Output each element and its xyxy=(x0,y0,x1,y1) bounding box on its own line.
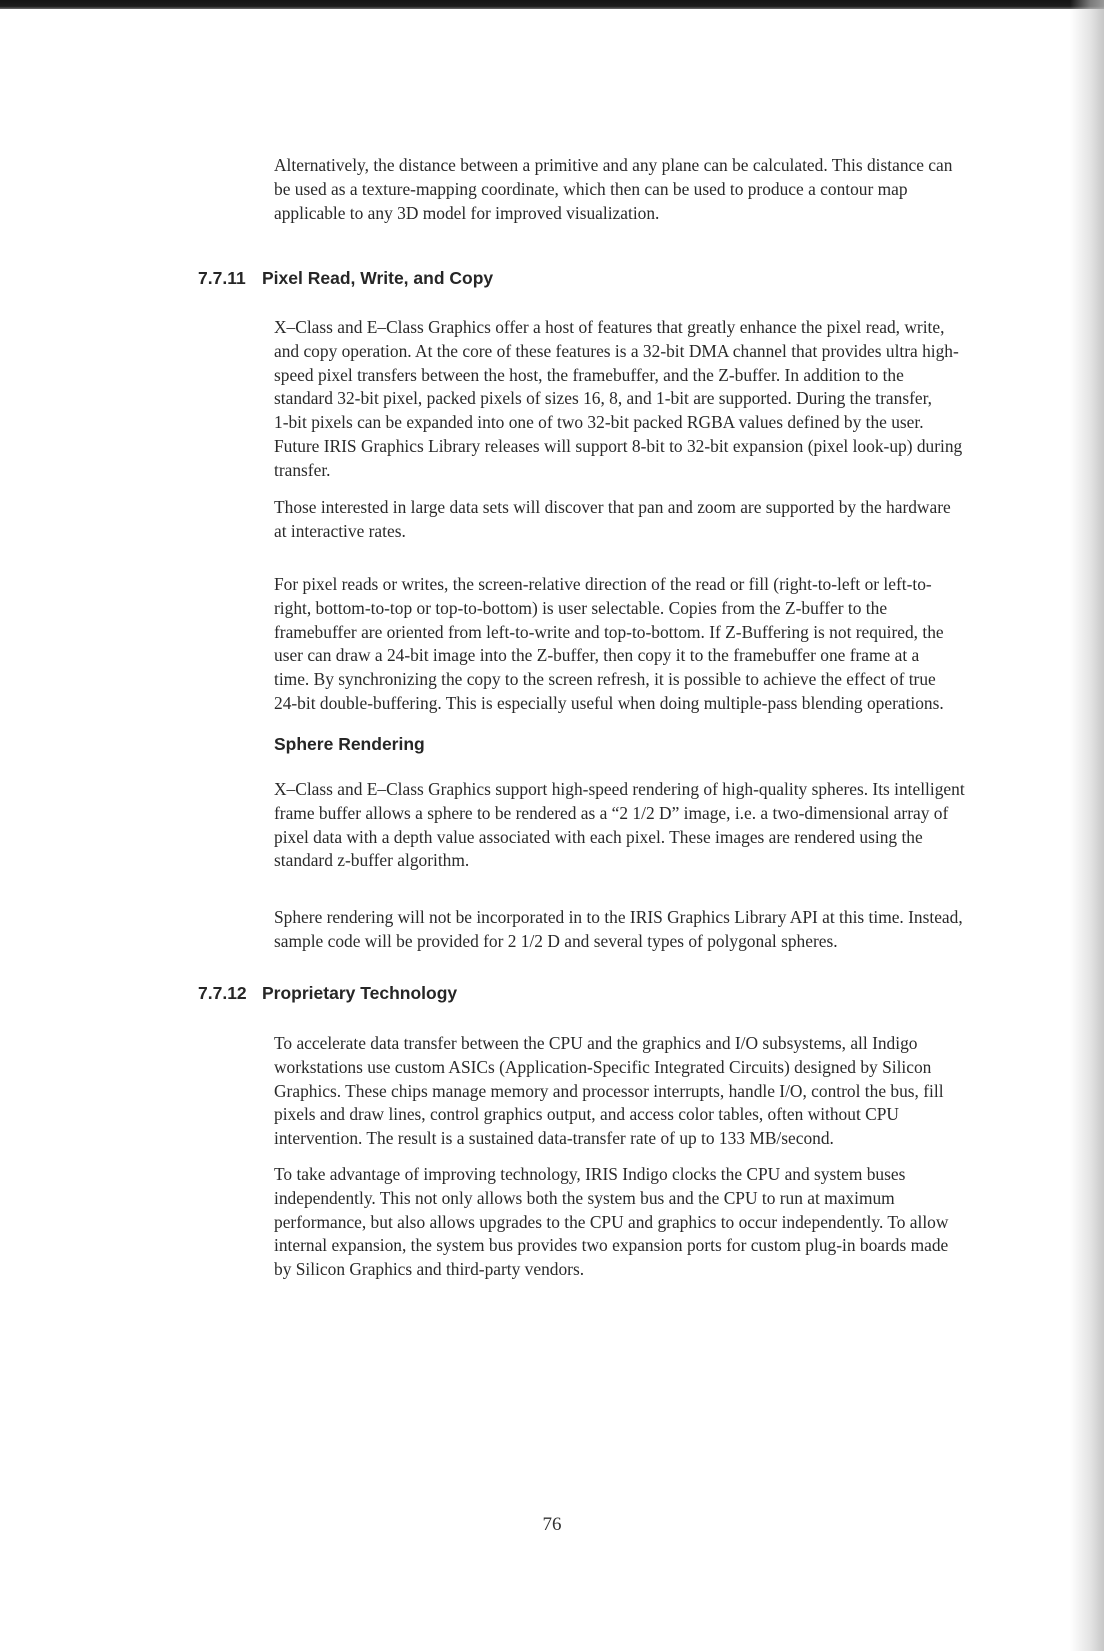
text-line: Future IRIS Graphics Library releases will support 8-bit to 32-bit expansion (pixel look-up) during xyxy=(274,435,963,456)
sphere-rendering-paragraph xyxy=(274,778,1074,873)
page-number: 76 xyxy=(542,1514,562,1535)
section-number: 7.7.11 xyxy=(198,268,246,288)
text-line: time. By synchronizing the copy to the screen refresh, it is possible to achieve the effect of true xyxy=(274,669,936,690)
section-heading-7-7-11 xyxy=(198,268,493,289)
text-line: workstations use custom ASICs (Application-Specific Integrated Circuits) designed by Silicon xyxy=(274,1056,932,1077)
text-line: Graphics. These chips manage memory and processor interrupts, handle I/O, control the bus, fill xyxy=(274,1080,944,1101)
text-line: Sphere rendering will not be incorporated in to the IRIS Graphics Library API at this time. Instead, xyxy=(274,907,963,927)
sphere-api-paragraph xyxy=(274,906,1074,954)
asic-paragraph xyxy=(274,1032,1074,1151)
pan-zoom-paragraph xyxy=(274,496,1074,544)
text-line: and copy operation. At the core of these features is a 32-bit DMA channel that provides ultra high- xyxy=(274,340,959,361)
subsection-heading-sphere-rendering: Sphere Rendering xyxy=(274,734,425,754)
page-gutter-shadow xyxy=(1070,0,1104,1651)
text-line: be used as a texture-mapping coordinate, which then can be used to produce a contour map xyxy=(274,178,908,199)
text-line: performance, but also allows upgrades to the CPU and graphics to occur independently. To allow xyxy=(274,1211,949,1232)
text-line: sample code will be provided for 2 1/2 D and several types of polygonal spheres. xyxy=(274,930,838,951)
text-line: internal expansion, the system bus provides two expansion ports for custom plug-in boards made xyxy=(274,1235,949,1256)
section-heading-7-7-12 xyxy=(198,983,457,1004)
text-line: X–Class and E–Class Graphics offer a host of features that greatly enhance the pixel read, write, xyxy=(274,317,945,337)
text-line: Alternatively, the distance between a primitive and any plane can be calculated. This distance can xyxy=(274,155,953,175)
text-line: To take advantage of improving technology, IRIS Indigo clocks the CPU and system buses xyxy=(274,1164,906,1184)
text-line: independently. This not only allows both the system bus and the CPU to run at maximum xyxy=(274,1187,895,1208)
text-line: user can draw a 24-bit image into the Z-buffer, then copy it to the framebuffer one frame at a xyxy=(274,645,920,666)
text-line: transfer. xyxy=(274,459,331,480)
text-line: speed pixel transfers between the host, the framebuffer, and the Z-buffer. In addition to the xyxy=(274,364,904,385)
text-line: pixel data with a depth value associated with each pixel. These images are rendered using the xyxy=(274,826,923,847)
text-line: at interactive rates. xyxy=(274,520,406,541)
section-number: 7.7.12 xyxy=(198,983,247,1003)
bus-clocks-paragraph xyxy=(274,1163,1074,1282)
text-line: To accelerate data transfer between the CPU and the graphics and I/O subsystems, all Indigo xyxy=(274,1033,918,1053)
text-line: 24-bit double-buffering. This is especially useful when doing multiple-pass blending operations. xyxy=(274,692,944,713)
section-title: Proprietary Technology xyxy=(262,983,458,1003)
scan-top-edge xyxy=(0,0,1104,9)
text-line: frame buffer allows a sphere to be rendered as a “2 1/2 D” image, i.e. a two-dimensional array of xyxy=(274,802,949,823)
text-line: by Silicon Graphics and third-party vendors. xyxy=(274,1259,585,1280)
text-line: intervention. The result is a sustained data-transfer rate of up to 133 MB/second. xyxy=(274,1128,834,1149)
text-line: framebuffer are oriented from left-to-write and top-to-bottom. If Z-Buffering is not required, the xyxy=(274,621,944,642)
text-line: pixels and draw lines, control graphics output, and access color tables, often without CPU xyxy=(274,1104,899,1125)
text-line: 1-bit pixels can be expanded into one of two 32-bit packed RGBA values defined by the user. xyxy=(274,412,924,433)
pixel-direction-paragraph xyxy=(274,573,1074,716)
section-title: Pixel Read, Write, and Copy xyxy=(262,268,494,288)
intro-paragraph xyxy=(274,154,1074,225)
text-line: For pixel reads or writes, the screen-relative direction of the read or fill (right-to-left or left-to- xyxy=(274,574,932,594)
text-line: applicable to any 3D model for improved visualization. xyxy=(274,202,660,223)
pixel-features-paragraph xyxy=(274,316,1074,483)
text-line: standard 32-bit pixel, packed pixels of sizes 16, 8, and 1-bit are supported. During the transfer, xyxy=(274,388,933,409)
text-line: standard z-buffer algorithm. xyxy=(274,850,470,871)
text-line: right, bottom-to-top or top-to-bottom) is user selectable. Copies from the Z-buffer to the xyxy=(274,597,888,618)
text-line: Those interested in large data sets will discover that pan and zoom are supported by the hardware xyxy=(274,497,951,517)
text-line: X–Class and E–Class Graphics support high-speed rendering of high-quality spheres. Its intelligent xyxy=(274,779,965,799)
